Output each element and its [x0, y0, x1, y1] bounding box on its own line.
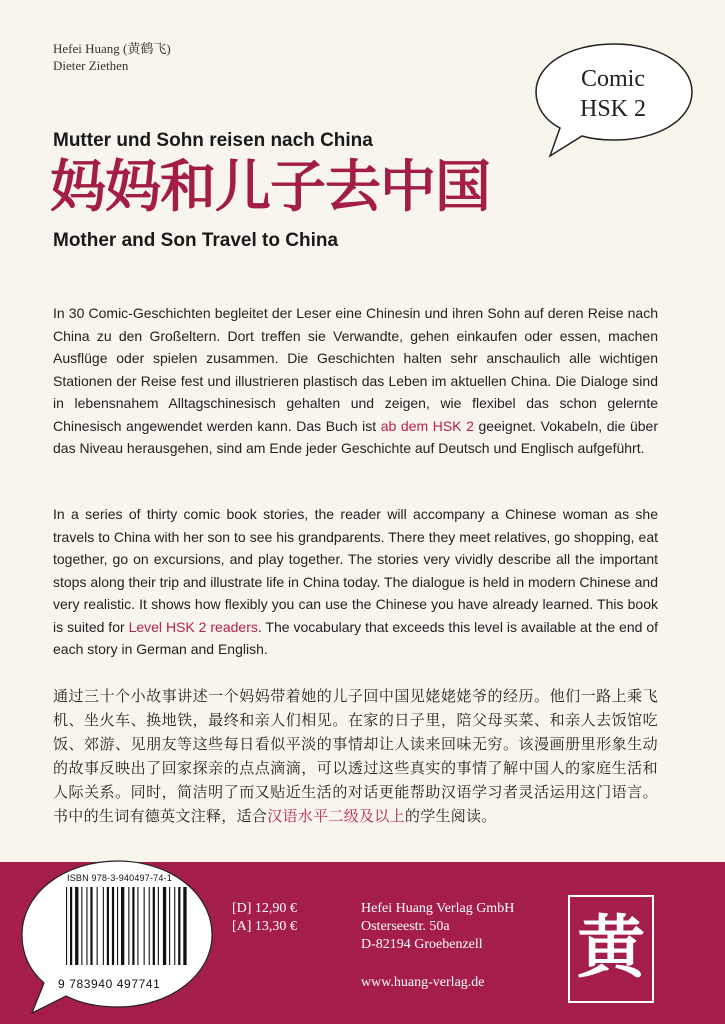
- prices: [232, 900, 297, 936]
- blurb-chinese-text-2: 的学生阅读。: [404, 807, 497, 825]
- author-1: Hefei Huang (黄鹤飞): [53, 41, 171, 56]
- barcode-bar: [153, 887, 155, 965]
- barcode: [66, 887, 188, 965]
- barcode-bar: [117, 887, 118, 965]
- barcode-bar: [81, 887, 82, 965]
- title-german: Mutter und Sohn reisen nach China: [53, 130, 373, 151]
- publisher-logo-char: 黄: [576, 909, 645, 988]
- barcode-bar: [75, 887, 78, 965]
- barcode-bar: [128, 887, 129, 965]
- isbn-label: ISBN 978-3-940497-74-1: [67, 873, 172, 883]
- barcode-bar: [178, 887, 180, 965]
- blurb-english-highlight: Level HSK 2 readers: [128, 618, 258, 635]
- barcode-bar: [90, 887, 92, 965]
- price-germany: [D] 12,90 €: [232, 901, 297, 916]
- barcode-bar: [163, 887, 166, 965]
- barcode-bar: [97, 887, 98, 965]
- hsk-badge-line2: HSK 2: [579, 96, 646, 122]
- barcode-bar: [112, 887, 114, 965]
- authors: [53, 40, 171, 74]
- author-2: Dieter Ziethen: [53, 58, 129, 73]
- barcode-bar: [107, 887, 109, 965]
- barcode-bar: [144, 887, 145, 965]
- barcode-bar: [66, 887, 67, 965]
- title-english: Mother and Son Travel to China: [53, 230, 339, 251]
- publisher-city: D-82194 Groebenzell: [361, 937, 483, 952]
- barcode-bar: [183, 887, 186, 965]
- barcode-bar: [70, 887, 72, 965]
- barcode-bar: [132, 887, 134, 965]
- publisher-website: www.huang-verlag.de: [361, 975, 485, 990]
- blurb-chinese-highlight: 汉语水平二级及以上: [267, 807, 405, 825]
- publisher-address: [361, 900, 514, 954]
- barcode-bar: [158, 887, 159, 965]
- blurb-german: [53, 302, 658, 460]
- blurb-german-text-1: In 30 Comic-Geschichten begleitet der Leser eine Chinesin und ihren Sohn auf deren Reise nach China zu den Großeltern. Dort treffen sie Verwandte, gehen einkaufen oder essen, machen Ausflüge oder spielen zusammen. Die Geschichten halten sehr anschaulich alle wichtigen Stationen der Reise fest und illustrieren plastisch das Leben im aktuellen China. Die Dialoge sind in lebensnahem Alltagschinesisch gehalten und zeigen, wie flexibel das schon gelernte Chinesisch angewendet werden kann. Das Buch ist: [53, 305, 658, 434]
- barcode-bar: [149, 887, 150, 965]
- barcode-bar: [86, 887, 87, 965]
- hsk-badge: [538, 64, 688, 124]
- barcode-bar: [174, 887, 175, 965]
- barcode-bar: [169, 887, 170, 965]
- blurb-german-highlight: ab dem HSK 2: [380, 417, 474, 434]
- blurb-english-text-2: . The vocabulary that exceeds this level is available at the end of each story in German and English.: [53, 618, 658, 657]
- price-austria: [A] 13,30 €: [232, 919, 297, 934]
- publisher-name: Hefei Huang Verlag GmbH: [361, 901, 515, 916]
- barcode-bar: [137, 887, 138, 965]
- hsk-badge-line1: Comic: [581, 66, 645, 92]
- publisher-street: Osterseestr. 50a: [361, 919, 450, 934]
- barcode-bar: [103, 887, 104, 965]
- title-chinese: 妈妈和儿子去中国: [50, 155, 490, 218]
- barcode-number: 9 783940 497741: [58, 977, 161, 991]
- blurb-chinese: [53, 684, 658, 828]
- barcode-bar: [121, 887, 124, 965]
- blurb-german-text-2: geeignet. Vokabeln, die über das Niveau herausgehen, sind am Ende jeder Geschichte auf Deutsch und Englisch aufgeführt.: [53, 417, 658, 456]
- blurb-english: [53, 503, 658, 661]
- blurb-english-text-1: In a series of thirty comic book stories, the reader will accompany a Chinese woman as she travels to China with her son to see his grandparents. There they meet relatives, go shopping, eat together, go on excursions, and play together. The stories very vividly describe all the important stops along their trip and illustrate life in China today. The dialogue is held in modern Chinese and very realistic. It shows how flexibly you can use the Chinese you have already learned. This book is suited for: [53, 506, 658, 635]
- blurb-chinese-text-1: 通过三十个小故事讲述一个妈妈带着她的儿子回中国见姥姥姥爷的经历。他们一路上乘飞机、坐火车、换地铁，最终和亲人们相见。在家的日子里，陪父母买菜、和亲人去饭馆吃饭、郊游、见朋友等这些每日看似平淡的事情却让人读来回味无穷。该漫画册里形象生动的故事反映出了回家探亲的点点滴滴，可以透过这些真实的事情了解中国人的家庭生活和人际关系。同时，简洁明了而又贴近生活的对话更能帮助汉语学习者灵活运用这门语言。书中的生词有德英文注释，适合: [53, 687, 658, 825]
